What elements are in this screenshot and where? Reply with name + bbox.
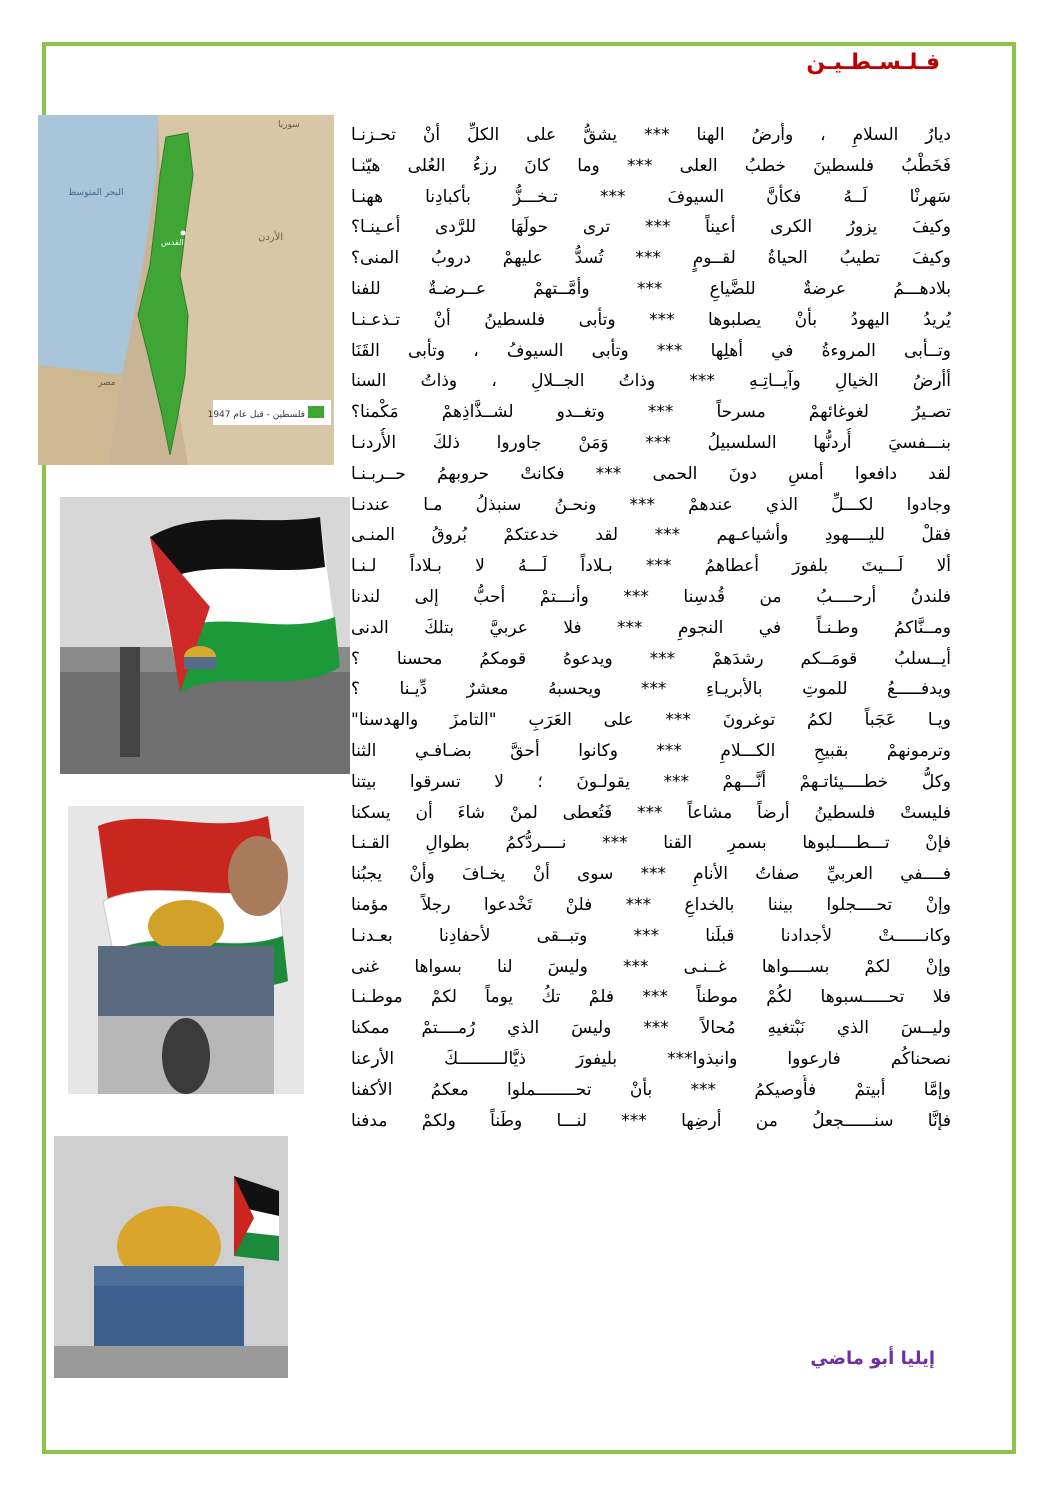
poem-line: وجادوا لكـــلِّ الذي عندهمْ *** ونحـنُ سنبذلُ مـا عندنـا [351,494,951,515]
palestine-map-image [38,115,334,465]
dome-of-the-rock-image [54,1136,288,1378]
map-label-egypt: مصر [98,378,116,388]
map-legend-text: فلسطين - قبل عام 1947 [207,410,305,420]
poem-line: وإمَّا أبيتمْ فأُوصيكمُ *** بأنْ تحــــــــملوا معكمُ الأكفنا [351,1079,951,1100]
poem-line: يُريدُ اليهودُ بأنْ يصلبوها *** وتأبى فلسطينُ أنْ تـذعـنـا [351,309,951,330]
map-label-sea: البحر المتوسط [68,188,124,198]
poem-line: نصحناكُم فارعووا وانبذوا*** بليفورَ ذيَّالـــــــــكَ الأرعنا [351,1048,951,1069]
poem-line: وإنْ تحــــجلوا بيننا بالخداعِ *** فلنْ تَخْدعوا رجلاً مؤمنا [351,894,951,915]
poem-line: فليستْ فلسطينُ أرضاً مشاعاً *** فَتُعطى لمنْ شاءَ أن يسكنا [351,802,951,823]
poem-body [351,120,951,1136]
poem-line: أأرضُ الخيالِ وآيــاتِـهِ *** وذاتُ الجــلالِ ، وذاتُ السنا [351,371,951,392]
poem-line: وكلُّ خطــــيئاتـهمْ أنَّـــهمْ *** يقولـونَ ؛ لا تسرقوا بيتنا [351,771,951,792]
poem-line: وتــأبى المروءةُ في أهلِها *** وتأبى السيوفُ ، وتأبى القَنَا [351,340,951,361]
poem-line: ومــنَّاكمُ وطـنـاً في النجومِ *** فلا عربيَّ بتلكَ الدنى [351,617,951,638]
map-label-quds: القدس [161,238,184,247]
poem-line: ألا لَـــيتَ بلفورَ أعطاهمُ *** بـلاداً لَـــهُ لا بـلاداً لـنـا [351,556,951,577]
poem-line: وترمونهمْ بقبيحِ الكـــلامِ *** وكانوا أحقَّ بضـافـي الثنا [351,740,951,761]
poem-line: وكيفَ يزورُ الكرى أعيناً *** ترى حولَهَا للرَّدى أعـينـا؟ [351,217,951,238]
flag-over-city-image [60,497,350,774]
poem-line: بلادهـــمُ عرضةٌ للضَّياعِ *** وأمَّــتهمْ عــرضـةٌ للفنا [351,278,951,299]
poem-line: وكيفَ تطيبُ الحياةُ لقــومٍ *** تُسدُّ عليهمْ دروبُ المنى؟ [351,248,951,269]
poem-line: فإنْ تـــطــــلبوها بسمرِ القنا *** نــــردُّكمُ بطوالِ القـنـا [351,833,951,854]
poem-author: إيليا أبو ماضي [810,1348,935,1369]
poem-line: ديارُ السلامِ ، وأرضُ الهنا *** يشقُّ على الكلِّ أنْ تحـزنـا [351,125,951,145]
poem-line: تصـيرُ لغوغائهمْ مسرحاً *** وتغــدو لشــذَّاذِهمْ مَكْمنا؟ [351,402,951,423]
fist-and-dome-image [68,806,304,1094]
poem-line: فإنَّا سنــــــجعلُ من أرضِها *** لنـــا وطَناً ولكمْ مدفنا [351,1110,951,1131]
poem-line: ويدفـــــعُ للموتِ بالأبريـاءِ *** ويحسبهُ معشرٌ دِّيـنا ؟ [351,679,951,700]
poem-line: فَخَطْبُ فلسطينَ خطبُ العلى *** وما كانَ رزءُ العُلى هيّنـا [351,155,951,176]
poem-line: وكانــــــتْ لأجدادنا قبلَنا *** وتبــقى لأحفادِنا بعـدنـا [351,925,951,946]
poem-line: فلا تحـــــسبوها لكُمْ موطناً *** فلمْ تكُ يوماً لكمْ موطـنـا [351,987,951,1008]
poem-title: فـلـسـطـيـن [806,50,940,75]
poem-line: لقد دافعوا أمسِ دونَ الحمى *** فكانتْ حروبهمُ حــربـنـا [351,463,951,484]
poem-line: ويـا عَجَباً لكمُ توغرونَ *** على العَرَبِ "التامزَ والهدسنا" [351,710,951,731]
poem-line: وليــسَ الذي نَبْتغيهِ مُحالاً *** وليسَ الذي رُمــــتمْ ممكنا [351,1018,951,1039]
poem-line: بنـــفسيَ أُردنُّها السلسبيلُ *** وَمَنْ جاوروا ذلكَ الأُردنـا [351,432,951,453]
poem-line: وإنْ لكمْ بســــواها غــنـى *** وليسَ لنا بسواها غنى [351,956,951,977]
poem-line: سَهرنْا لَــهُ فكأنَّ السيوفَ *** تـخـــزُّ بأكبادِنا ههنـا [351,186,951,207]
poem-line: أيــسلبُ قومَــكم رشدَهمْ *** ويدعوهُ قومكمُ محسنا ؟ [351,648,951,669]
map-label-syria: سوريا [278,120,300,130]
poem-line: فقلْ لليــــهودِ وأشياعـهم *** لقد خدعتكمْ بُروقُ المنـى [351,525,951,546]
poem-line: فلندنُ أرحــــبُ من قُدسِنا *** وأنـــتمْ أحبُّ إلى لندنا [351,586,951,607]
poem-line: فــــفي العربيِّ صفاتُ الأنامِ *** سوى أنْ يخـافَ وأنْ يجبُنا [351,864,951,885]
map-label-jordan: الأردن [258,232,284,243]
